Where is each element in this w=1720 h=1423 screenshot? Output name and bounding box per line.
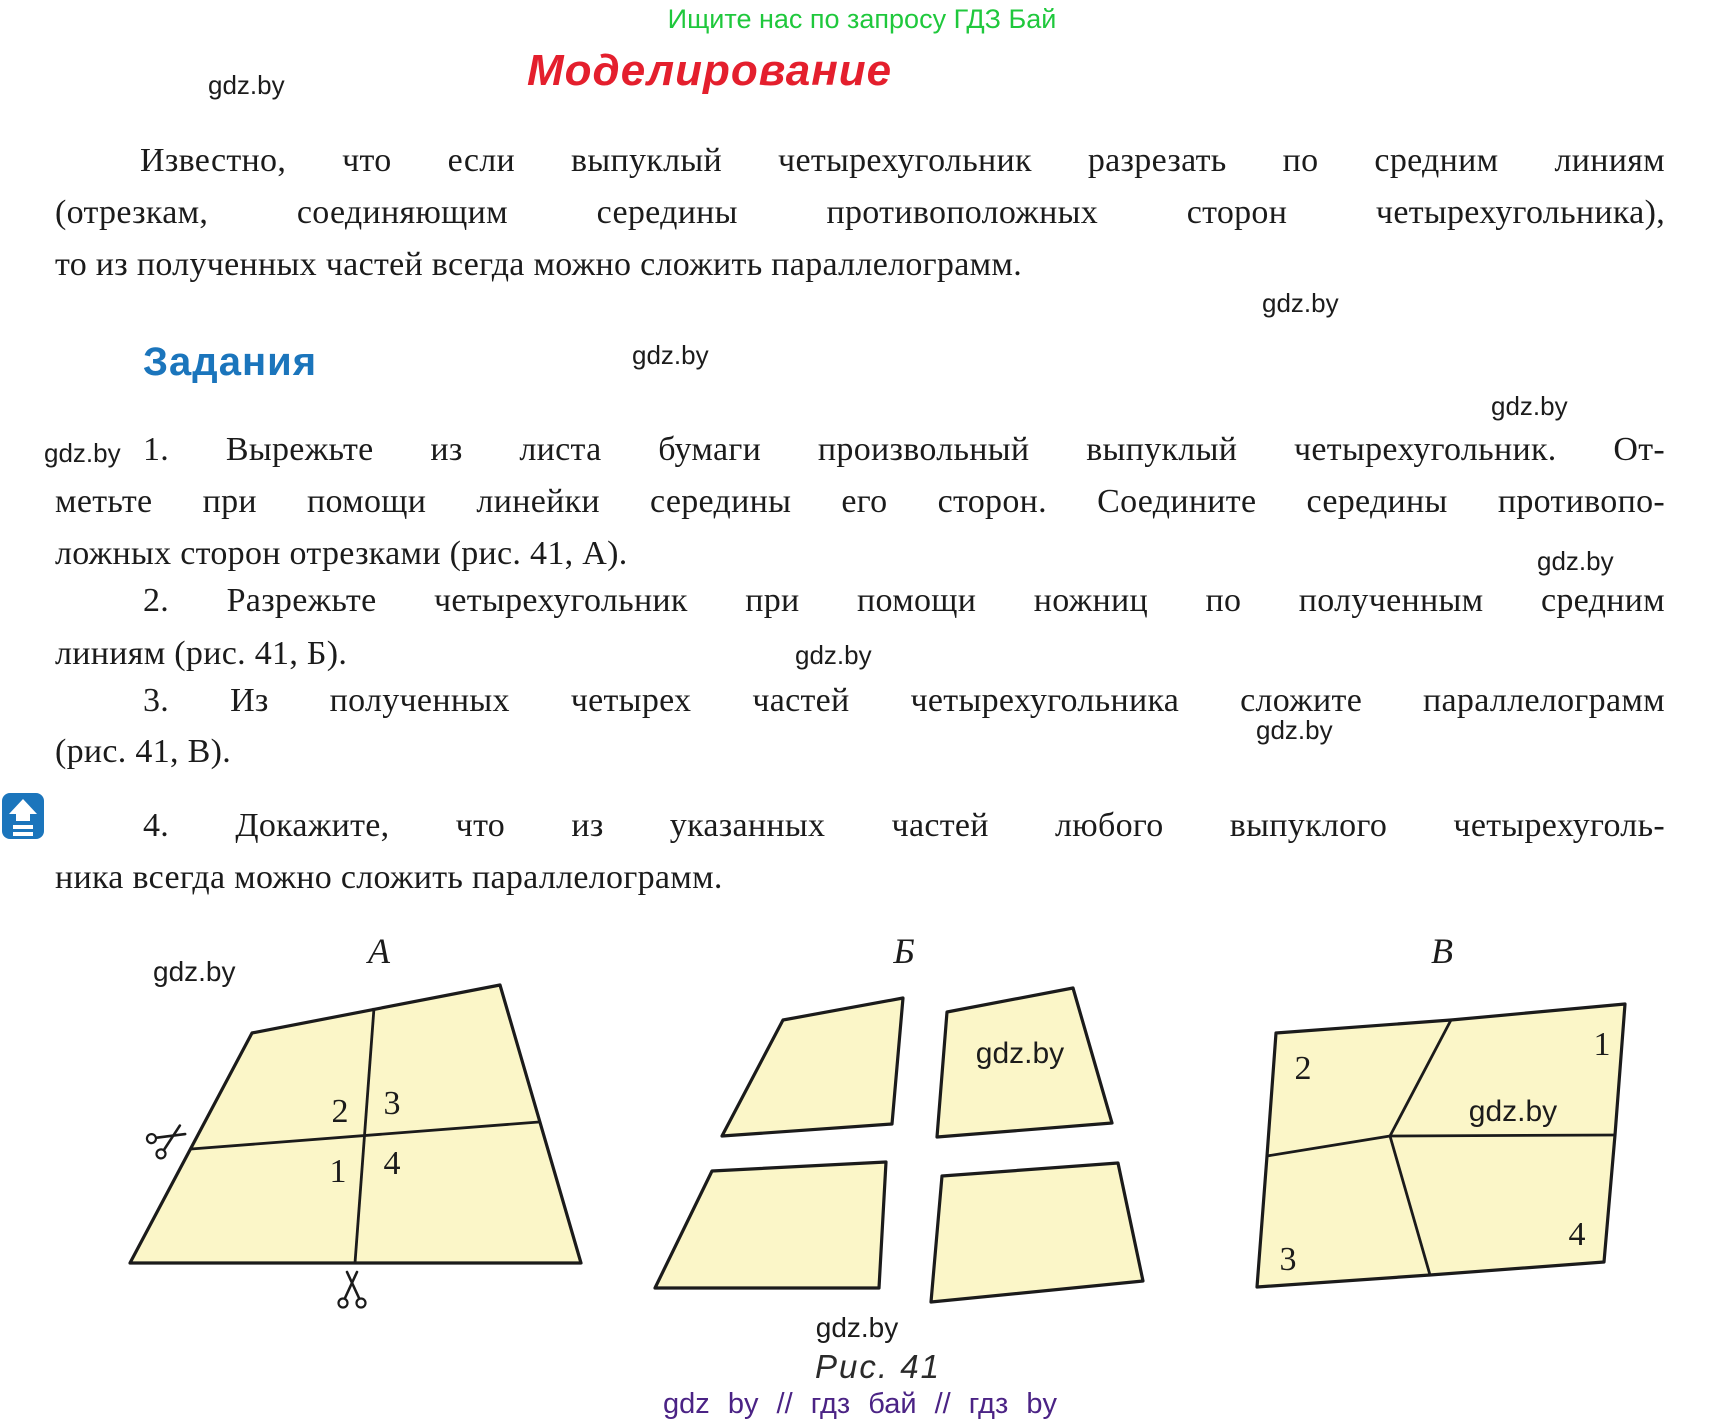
figure-v xyxy=(1257,931,1625,1287)
task2-line: 2. Разрежьте четырехугольник при помощи ножниц по полученным средним xyxy=(143,582,1665,619)
promo-banner: Ищите нас по запросу ГДЗ Бай xyxy=(667,4,1057,34)
part-2-label: 2 xyxy=(1294,1050,1312,1087)
page-title: Моделирование xyxy=(527,46,893,95)
part-1-label: 1 xyxy=(329,1153,347,1190)
part-4-label: 4 xyxy=(1568,1216,1586,1253)
task2-line: линиям (рис. 41, Б). xyxy=(55,635,348,672)
watermark-gdzby: gdz.by xyxy=(815,1312,899,1343)
figure-b-label: Б xyxy=(893,931,915,971)
watermark-gdzby: gdz.by xyxy=(208,70,285,100)
figure-a xyxy=(130,931,581,1308)
watermark-gdzby: gdz.by xyxy=(44,438,121,468)
part-4-label: 4 xyxy=(383,1145,401,1182)
watermark-gdzby: gdz.by xyxy=(795,640,872,670)
piece-bottom-left xyxy=(655,1162,886,1288)
part-2-label: 2 xyxy=(331,1093,349,1130)
watermark-gdzby: gdz.by xyxy=(1468,1095,1558,1128)
intro-line: то из полученных частей всегда можно сложить параллелограмм. xyxy=(55,246,1023,283)
task1-line: 1. Вырежьте из листа бумаги произвольный выпуклый четырехугольник. От- xyxy=(143,431,1665,468)
task4-line: 4. Докажите, что из указанных частей любого выпуклого четырехуголь- xyxy=(143,807,1665,844)
watermark-gdzby: gdz.by xyxy=(975,1037,1065,1070)
scissors-icon xyxy=(145,1118,189,1160)
figure-v-label: В xyxy=(1431,931,1453,971)
task1-line: ложных сторон отрезками (рис. 41, А). xyxy=(55,535,628,572)
intro-line: Известно, что если выпуклый четырехугольник разрезать по средним линиям xyxy=(140,142,1665,179)
part-3-label: 3 xyxy=(1279,1241,1297,1278)
figure-b xyxy=(655,931,1143,1302)
piece-bottom-right xyxy=(931,1163,1143,1302)
part-3-label: 3 xyxy=(383,1085,401,1122)
task3-line: 3. Из полученных четырех частей четырехугольника сложите параллелограмм xyxy=(143,682,1665,719)
watermark-gdzby: gdz.by xyxy=(153,956,236,987)
task4-line: ника всегда можно сложить параллелограмм. xyxy=(55,859,723,896)
footer-watermark: gdz by // гдз бай // гдз by xyxy=(663,1388,1057,1420)
scissors-icon xyxy=(339,1272,366,1308)
watermark-gdzby: gdz.by xyxy=(632,340,709,370)
task1-line: метьте при помощи линейки середины его сторон. Соедините середины противопо- xyxy=(55,483,1665,520)
figure-a-label: А xyxy=(368,931,390,971)
seam-line xyxy=(1390,1135,1615,1136)
watermark-gdzby: gdz.by xyxy=(1491,391,1568,421)
home-arrow-icon xyxy=(2,793,44,839)
figure-caption: Рис. 41 xyxy=(815,1348,941,1385)
intro-line: (отрезкам, соединяющим середины противоположных сторон четырехугольника), xyxy=(55,194,1665,231)
watermark-gdzby: gdz.by xyxy=(1262,288,1339,318)
piece-top-left xyxy=(722,998,903,1136)
task3-line: (рис. 41, В). xyxy=(55,733,232,770)
watermark-gdzby: gdz.by xyxy=(1537,546,1614,576)
tasks-heading: Задания xyxy=(143,340,318,384)
watermark-gdzby: gdz.by xyxy=(1256,715,1333,745)
part-1-label: 1 xyxy=(1593,1026,1611,1063)
